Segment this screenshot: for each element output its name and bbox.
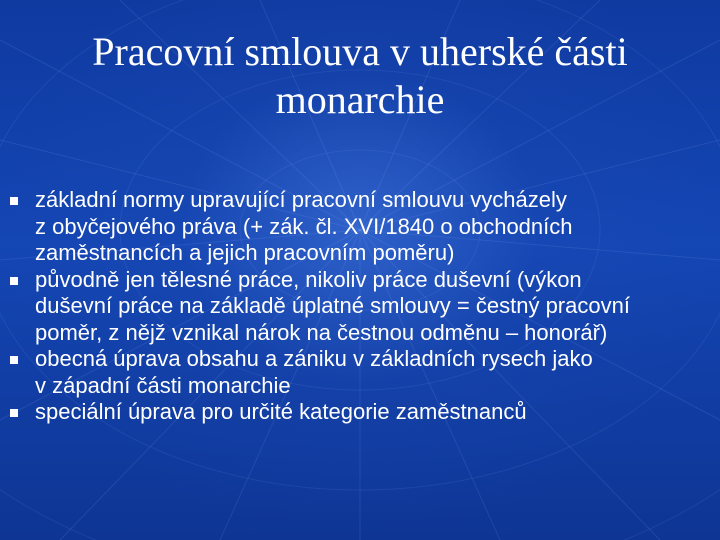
- bullet-item: [0, 267, 720, 347]
- square-bullet-icon: [10, 356, 18, 364]
- bullet-text-line: zaměstnancích a jejich pracovním poměru): [35, 240, 455, 265]
- square-bullet-icon: [10, 197, 18, 205]
- square-bullet-icon: [10, 277, 18, 285]
- bullet-text-line: obecná úprava obsahu a zániku v základních rysech jako: [35, 346, 593, 371]
- bullet-item: [0, 346, 720, 399]
- slide-title-line: monarchie: [275, 77, 445, 122]
- bullet-text-line: z obyčejového práva (+ zák. čl. XVI/1840 o obchodních: [35, 213, 573, 239]
- slide-title: [30, 28, 690, 124]
- bullet-text-line: speciální úprava pro určité kategorie zaměstnanců: [35, 399, 527, 424]
- bullet-text-line: poměr, z nějž vznikal nárok na čestnou odměnu – honorář): [35, 319, 608, 345]
- bullet-text-line: původně jen tělesné práce, nikoliv práce duševní (výkon: [35, 266, 582, 292]
- bullet-list: [0, 187, 720, 426]
- bullet-item: [0, 187, 720, 267]
- bullet-item: [0, 399, 720, 426]
- bullet-text-line: základní normy upravující pracovní smlouvu vycházely: [35, 187, 567, 212]
- bullet-text-line: duševní práce na základě úplatné smlouvy = čestný pracovní: [35, 293, 630, 318]
- slide-title-line: Pracovní smlouva v uherské části: [92, 29, 628, 74]
- bullet-text-line: v západní části monarchie: [35, 372, 291, 398]
- square-bullet-icon: [10, 409, 18, 417]
